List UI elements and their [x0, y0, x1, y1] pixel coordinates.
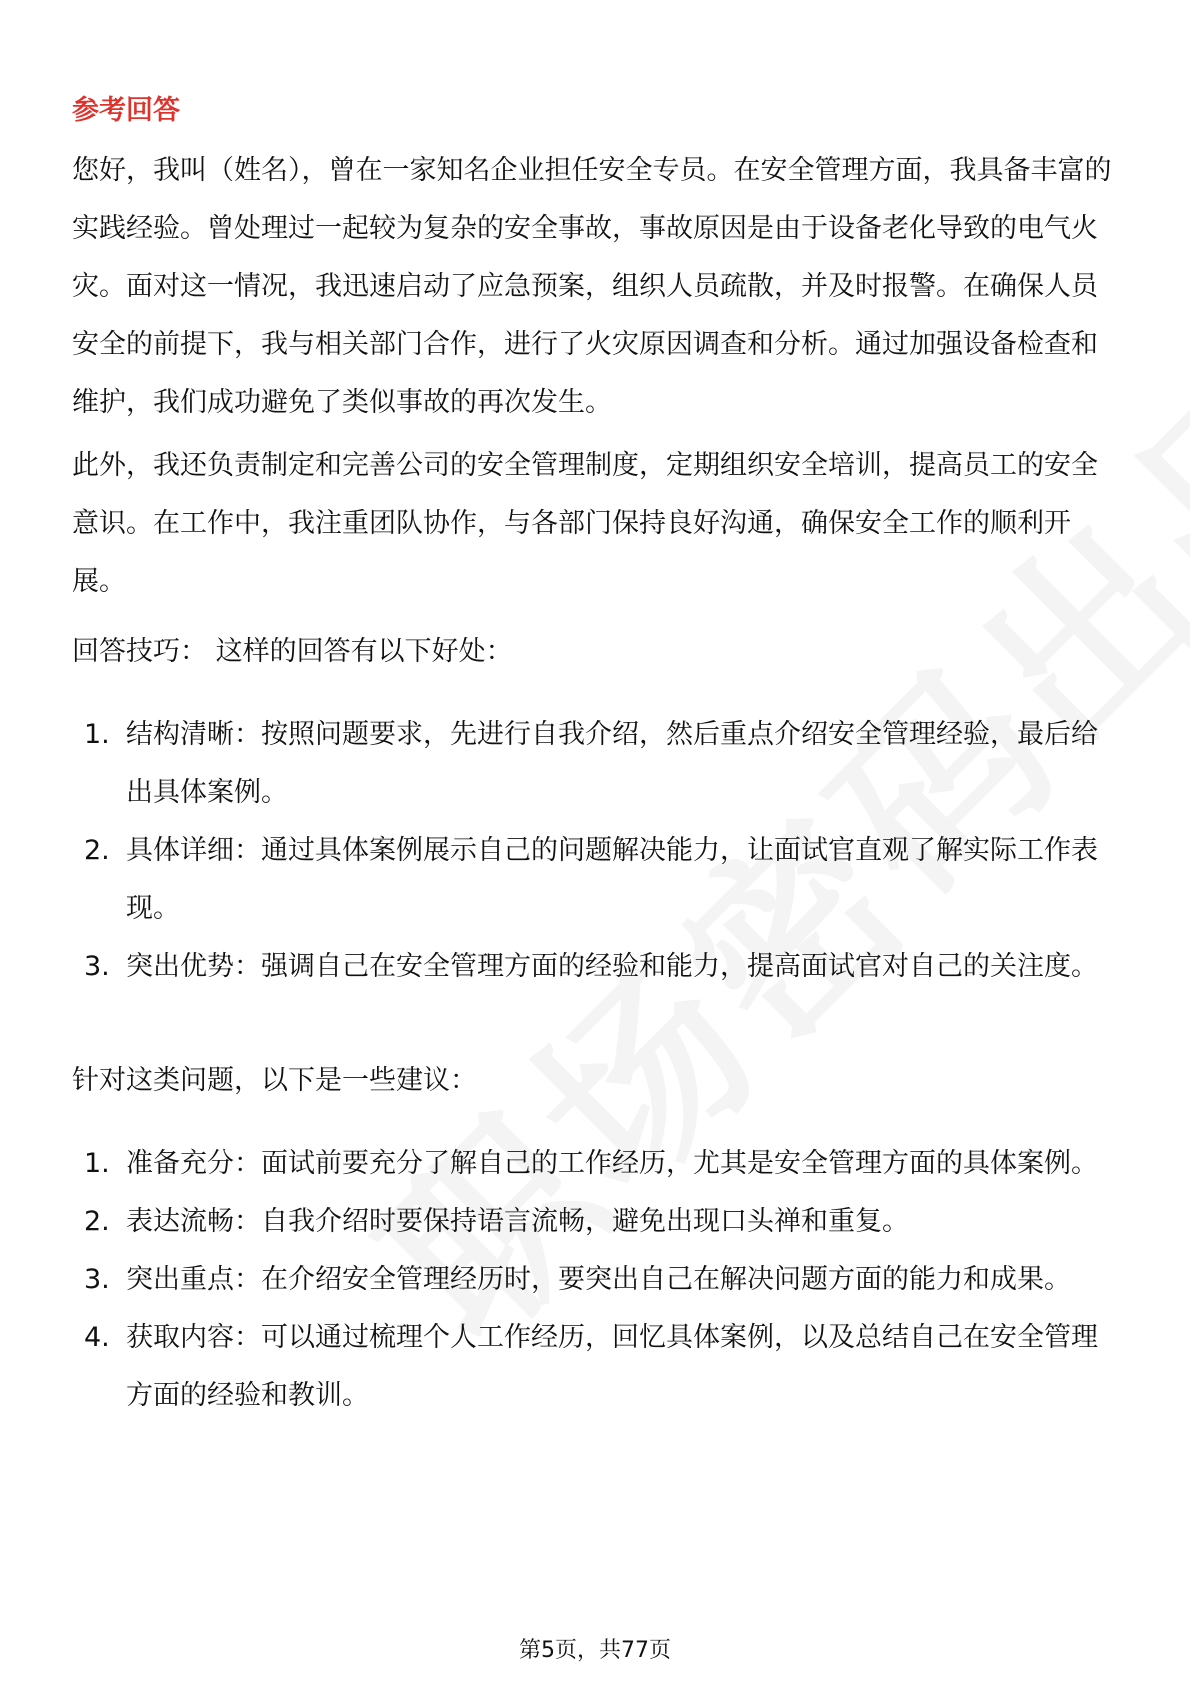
answer-paragraph-1: 您好，我叫（姓名），曾在一家知名企业担任安全专员。在安全管理方面，我具备丰富的实践经验。曾处理过一起较为复杂的安全事故，事故原因是由于设备老化导致的电气火灾。面对这一情况，我迅速启动了应急预案，组织人员疏散，并及时报警。在确保人员安全的前提下，我与相关部门合作，进行了火灾原因调查和分析。通过加强设备检查和维护，我们成功避免了类似事故的再次发生。 — [72, 155, 1112, 418]
section-heading: 参考回答 — [72, 95, 180, 126]
list-item — [72, 822, 1122, 938]
answer-paragraph-2: 此外，我还负责制定和完善公司的安全管理制度，定期组织安全培训，提高员工的安全意识。在工作中，我注重团队协作，与各部门保持良好沟通，确保安全工作的顺利开展。 — [72, 450, 1098, 597]
list-number: 3. — [84, 951, 110, 982]
list-text: 突出重点：在介绍安全管理经历时，要突出自己在解决问题方面的能力和成果。 — [126, 1264, 1071, 1295]
list-item — [72, 1135, 1122, 1193]
list-text: 获取内容：可以通过梳理个人工作经历，回忆具体案例，以及总结自己在安全管理方面的经验和教训。 — [126, 1322, 1098, 1411]
list-number: 1. — [84, 719, 110, 750]
list-text: 突出优势：强调自己在安全管理方面的经验和能力，提高面试官对自己的关注度。 — [126, 951, 1098, 982]
tips-list — [72, 706, 1122, 996]
suggestions-intro: 针对这类问题，以下是一些建议： — [72, 1065, 477, 1096]
list-item — [72, 1193, 1122, 1251]
tips-intro: 回答技巧： 这样的回答有以下好处： — [72, 636, 513, 667]
list-item — [72, 1309, 1122, 1425]
list-item — [72, 1251, 1122, 1309]
list-item — [72, 706, 1122, 822]
suggestions-list — [72, 1135, 1122, 1425]
list-number: 1. — [84, 1148, 110, 1179]
list-number: 2. — [84, 835, 110, 866]
list-text: 表达流畅：自我介绍时要保持语言流畅，避免出现口头禅和重复。 — [126, 1206, 909, 1237]
list-number: 2. — [84, 1206, 110, 1237]
page-number-footer: 第5页，共77页 — [519, 1638, 671, 1663]
list-text: 具体详细：通过具体案例展示自己的问题解决能力，让面试官直观了解实际工作表现。 — [126, 835, 1098, 924]
list-number: 3. — [84, 1264, 110, 1295]
list-text: 结构清晰：按照问题要求，先进行自我介绍，然后重点介绍安全管理经验，最后给出具体案例。 — [126, 719, 1098, 808]
list-item — [72, 938, 1122, 996]
list-number: 4. — [84, 1322, 110, 1353]
list-text: 准备充分：面试前要充分了解自己的工作经历，尤其是安全管理方面的具体案例。 — [126, 1148, 1098, 1179]
